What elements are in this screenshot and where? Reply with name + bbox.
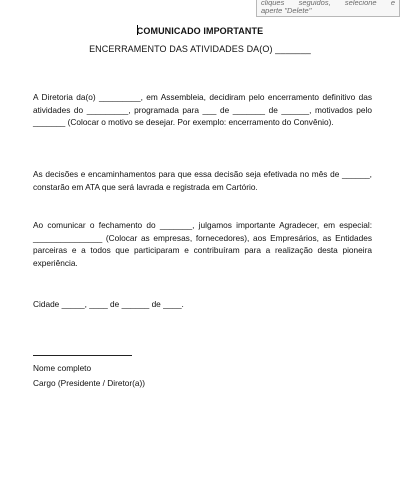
tooltip-line-2: aperte "Delete" [261,6,312,15]
paragraph-announcement: A Diretoria da(o) _________, em Assembleia, decidiram pelo encerramento definitivo das atividades do _________, programada para ___ de _______ de ______, motivados pelo _______ (Colocar o motivo se desejar. Por exemplo: encerramento do Convênio). [33,92,372,127]
signature-line [33,355,132,356]
signature-role: Cargo (Presidente / Diretor(a)) [33,378,146,388]
help-tooltip [256,0,400,17]
document-title [0,25,400,36]
signature-name: Nome completo [33,363,92,373]
tooltip-line-1: cliques seguidos, selecione e [261,0,395,7]
document-subtitle: ENCERRAMENTO DAS ATIVIDADES DA(O) _______ [89,44,311,54]
date-line: Cidade _____, ____ de ______ de ____. [33,299,184,309]
paragraph-decisions: As decisões e encaminhamentos para que essa decisão seja efetivada no mês de ______, constarão em ATA que será lavrada e registrada em Cartório. [33,169,372,192]
document-title-text: COMUNICADO IMPORTANTE [136,26,264,36]
paragraph-acknowledgements: Ao comunicar o fechamento do _______, julgamos importante Agradecer, em especial: _______________ (Colocar as empresas, fornecedores), aos Empresários, as Entidades parceiras e a todos que participaram e contribuíram para a realização desta pioneira experiência. [33,220,372,268]
